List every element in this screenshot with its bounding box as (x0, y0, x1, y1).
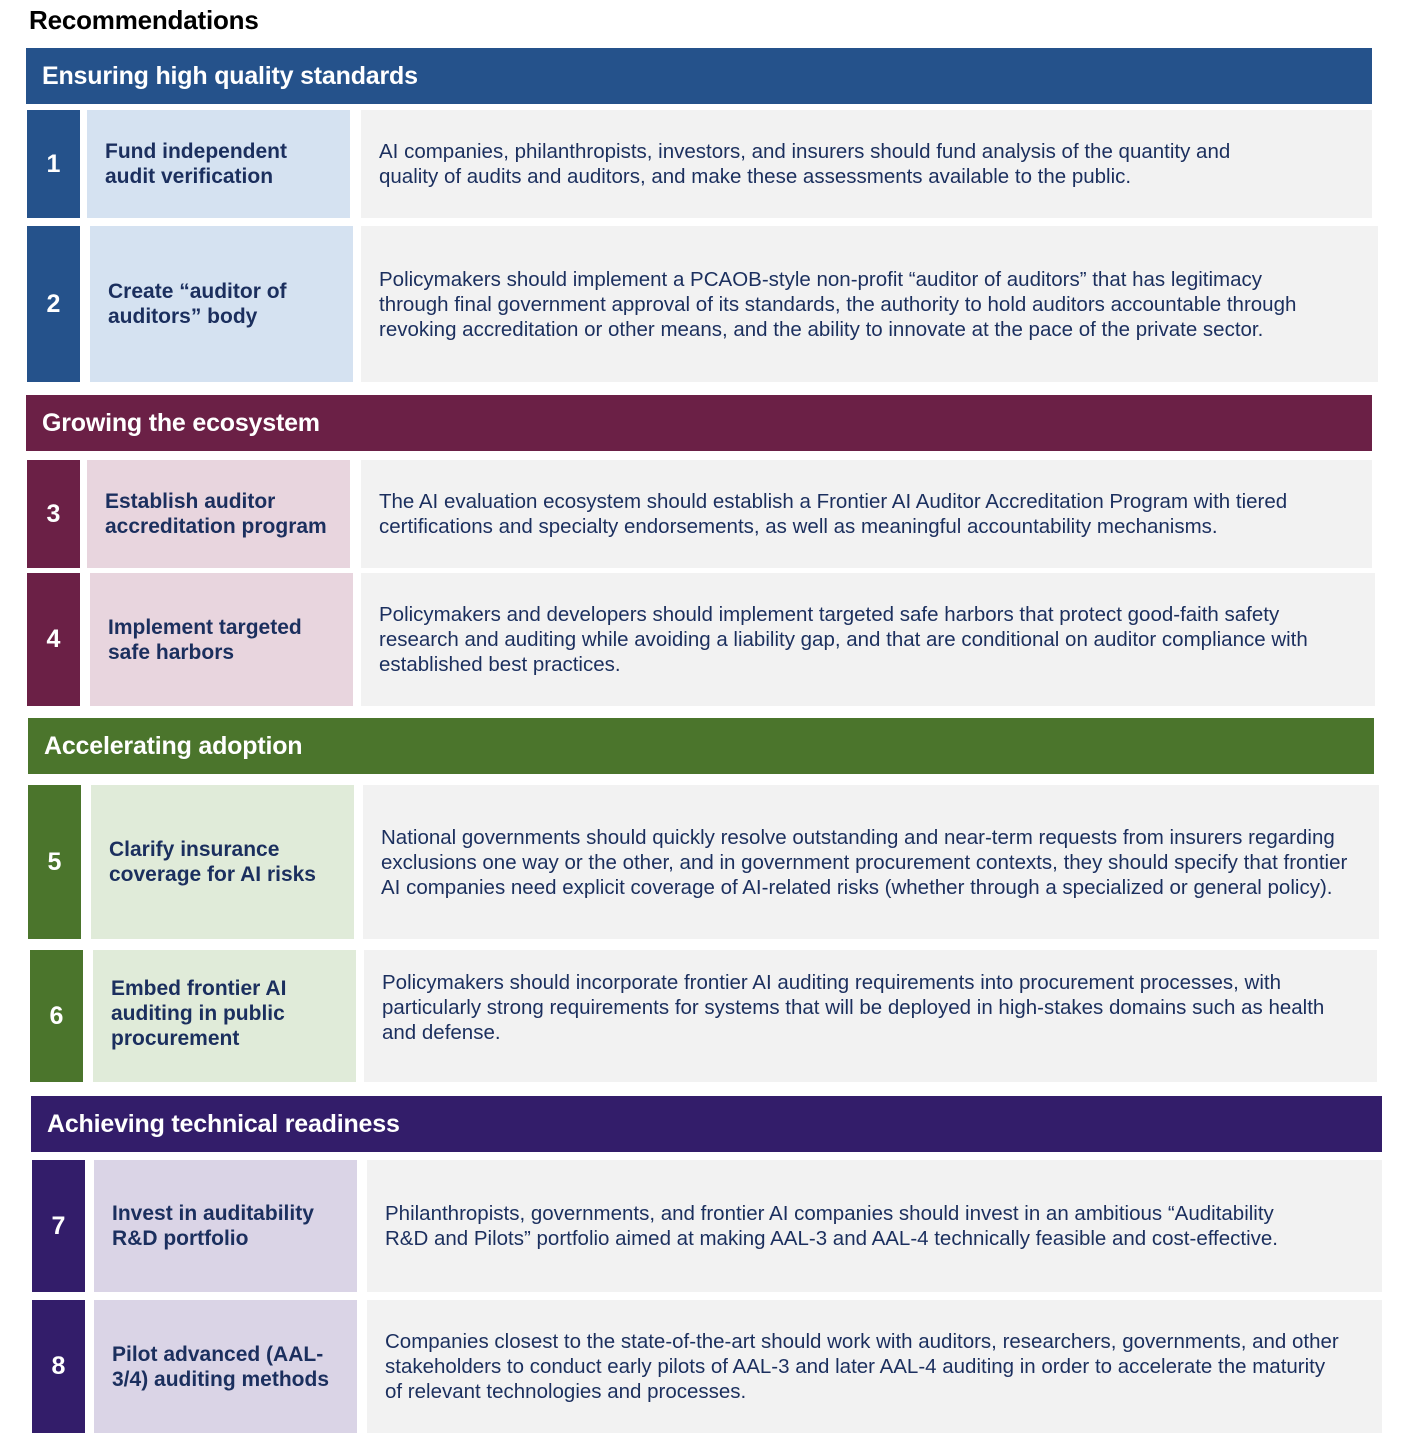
section-title: Achieving technical readiness (47, 1109, 400, 1138)
description-text: Policymakers should incorporate frontier AI auditing requirements into procurement processes, with particularly strong requirements for systems that will be deployed in high-stakes domains such as health and defense. (382, 971, 1325, 1044)
recommendation-description (361, 226, 1378, 382)
recommendation-row-6 (30, 950, 1377, 1082)
recommendation-number: 4 (27, 573, 80, 706)
recommendation-row-1 (27, 110, 1372, 218)
description-text: AI companies, philanthropists, investors, and insurers should fund analysis of the quantity and quality of audits and auditors, and make these assessments available to the public. (379, 140, 1231, 188)
description-text: Philanthropists, governments, and frontier AI companies should invest in an ambitious “Auditability R&D and Pilots” portfolio aimed at making AAL-3 and AAL-4 technically feasible and cost-effective. (385, 1202, 1278, 1250)
section-title: Growing the ecosystem (42, 408, 320, 437)
recommendation-title: Invest in auditability R&D portfolio (94, 1160, 357, 1292)
recommendation-description (361, 110, 1372, 218)
recommendation-number: 6 (30, 950, 83, 1082)
section-header-ensuring-quality (26, 48, 1372, 104)
recommendation-title: Establish auditor accreditation program (87, 460, 350, 568)
section-title: Accelerating adoption (44, 731, 303, 760)
recommendation-row-4 (27, 573, 1375, 706)
section-header-growing-ecosystem (26, 395, 1372, 451)
recommendation-row-2 (27, 226, 1378, 382)
recommendation-number: 5 (28, 785, 81, 939)
recommendation-title: Implement targeted safe harbors (90, 573, 353, 706)
description-text: The AI evaluation ecosystem should establish a Frontier AI Auditor Accreditation Program with tiered certifications and specialty endorsements, as well as meaningful accountability mechanisms. (379, 490, 1288, 538)
recommendation-description (361, 460, 1372, 568)
recommendation-title: Pilot advanced (AAL-3/4) auditing methods (94, 1300, 357, 1433)
page-title: Recommendations (29, 5, 259, 35)
description-text: Policymakers and developers should implement targeted safe harbors that protect good-faith safety research and auditing while avoiding a liability gap, and that are conditional on auditor compliance with established best practices. (379, 603, 1308, 676)
recommendation-number: 3 (27, 460, 80, 568)
recommendation-description (363, 785, 1379, 939)
recommendation-row-7 (32, 1160, 1382, 1292)
recommendation-description (367, 1300, 1382, 1433)
description-text: Policymakers should implement a PCAOB-style non-profit “auditor of auditors” that has legitimacy through final government approval of its standards, the authority to hold auditors accountable through revoking accreditation or other means, and the ability to innovate at the pace of the private sector. (379, 267, 1297, 341)
recommendation-row-5 (28, 785, 1379, 939)
recommendation-number: 2 (27, 226, 80, 382)
recommendation-row-8 (32, 1300, 1382, 1433)
section-header-accelerating-adoption (28, 718, 1374, 774)
recommendation-row-3 (27, 460, 1372, 568)
recommendation-title: Fund independent audit verification (87, 110, 350, 218)
section-title: Ensuring high quality standards (42, 61, 418, 90)
recommendation-number: 7 (32, 1160, 85, 1292)
recommendation-title: Embed frontier AI auditing in public procurement (93, 950, 356, 1082)
section-header-technical-readiness (31, 1096, 1382, 1152)
recommendation-title: Create “auditor of auditors” body (90, 226, 353, 382)
recommendation-description (361, 573, 1375, 706)
recommendation-number: 1 (27, 110, 80, 218)
recommendation-description (364, 950, 1377, 1082)
recommendation-number: 8 (32, 1300, 85, 1433)
description-text: National governments should quickly resolve outstanding and near-term requests from insurers regarding exclusions one way or the other, and in government procurement contexts, they should specify that frontier AI companies need explicit coverage of AI-related risks (whether through a specialized or general policy). (381, 825, 1348, 899)
recommendation-description (367, 1160, 1382, 1292)
recommendation-title: Clarify insurance coverage for AI risks (91, 785, 354, 939)
description-text: Companies closest to the state-of-the-art should work with auditors, researchers, governments, and other stakeholders to conduct early pilots of AAL-3 and later AAL-4 auditing in order to accelerate the maturity of relevant technologies and processes. (385, 1330, 1339, 1403)
